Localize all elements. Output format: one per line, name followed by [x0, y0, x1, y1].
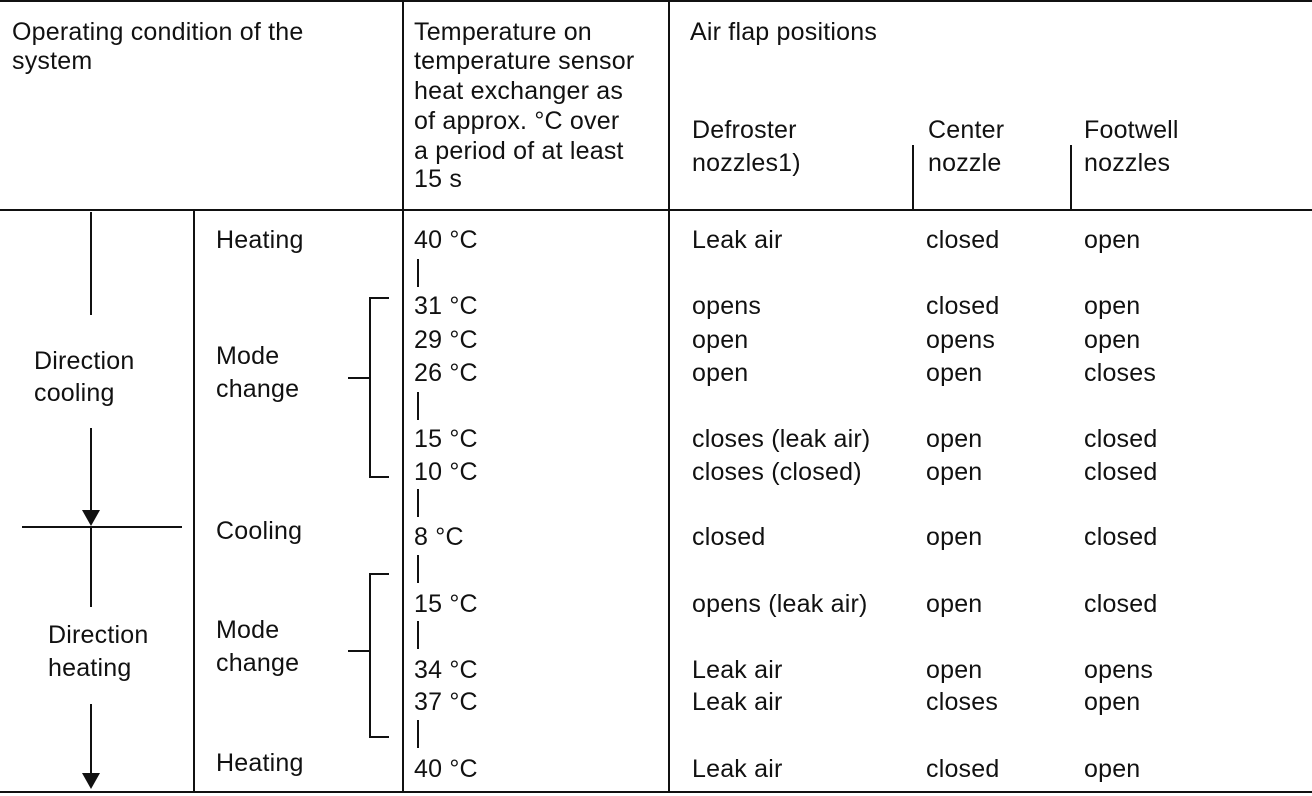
column-divider-condition: [402, 0, 404, 793]
header-footwell-line-1: Footwell: [1084, 116, 1179, 144]
mode-change-1-bracket-top: [369, 297, 389, 299]
direction-heating-line-2: heating: [48, 654, 132, 682]
row-footwell: open: [1084, 292, 1141, 320]
row-defroster: closes (leak air): [692, 425, 871, 453]
header-temperature-line-5: a period of at least: [414, 137, 624, 165]
row-defroster: opens (leak air): [692, 590, 868, 618]
subheader-divider-footwell: [1070, 145, 1072, 209]
mode-change-1-bracket-spine: [369, 297, 371, 477]
direction-cooling-line-lower: [90, 428, 92, 512]
header-center-line-2: nozzle: [928, 149, 1002, 177]
direction-heating-arrow-icon: [82, 773, 100, 789]
mode-change-2-line-2: change: [216, 649, 300, 677]
row-temperature: 29 °C: [414, 326, 478, 354]
header-air-flap-positions: Air flap positions: [690, 18, 878, 46]
row-center: closed: [926, 755, 1000, 783]
row-footwell: open: [1084, 688, 1141, 716]
row-footwell: closed: [1084, 523, 1158, 551]
row-footwell: closes: [1084, 359, 1157, 387]
mode-change-1-line-1: Mode: [216, 342, 280, 370]
mode-change-2-line-1: Mode: [216, 616, 280, 644]
row-temperature: 10 °C: [414, 458, 478, 486]
row-defroster: opens: [692, 292, 762, 320]
mode-heating-top: Heating: [216, 226, 304, 254]
mode-change-1-bracket-bottom: [369, 476, 389, 478]
header-temperature-line-2: temperature sensor: [414, 47, 635, 75]
temp-tick: [417, 555, 419, 583]
row-defroster: Leak air: [692, 226, 783, 254]
mode-change-1-line-2: change: [216, 375, 300, 403]
header-footwell-line-2: nozzles: [1084, 149, 1171, 177]
header-defroster-line-2: nozzles1): [692, 149, 801, 177]
header-bottom-rule: [0, 209, 1312, 211]
header-defroster-line-1: Defroster: [692, 116, 797, 144]
row-defroster: closes (closed): [692, 458, 862, 486]
table-bottom-rule: [0, 791, 1312, 793]
row-center: open: [926, 458, 983, 486]
direction-cooling-line-1: Direction: [34, 347, 135, 375]
header-temperature-line-3: heat exchanger as: [414, 77, 624, 105]
header-temperature-line-6: 15 s: [414, 165, 463, 193]
direction-cooling-line-upper: [90, 212, 92, 315]
mode-change-2-bracket-bottom: [369, 736, 389, 738]
mode-cooling: Cooling: [216, 517, 303, 545]
row-center: open: [926, 656, 983, 684]
row-footwell: closed: [1084, 425, 1158, 453]
row-temperature: 40 °C: [414, 755, 478, 783]
row-temperature: 34 °C: [414, 656, 478, 684]
table-top-rule: [0, 0, 1312, 2]
temp-tick: [417, 720, 419, 748]
row-footwell: opens: [1084, 656, 1154, 684]
direction-cooling-line-2: cooling: [34, 379, 115, 407]
row-temperature: 40 °C: [414, 226, 478, 254]
row-footwell: closed: [1084, 590, 1158, 618]
header-temperature-line-4: of approx. °C over: [414, 107, 620, 135]
subheader-divider-center: [912, 145, 914, 209]
header-temperature-line-1: Temperature on: [414, 18, 592, 46]
direction-heating-line-1: Direction: [48, 621, 149, 649]
row-footwell: open: [1084, 326, 1141, 354]
direction-heating-line-upper: [90, 527, 92, 607]
row-temperature: 37 °C: [414, 688, 478, 716]
row-defroster: Leak air: [692, 656, 783, 684]
row-footwell: closed: [1084, 458, 1158, 486]
row-defroster: closed: [692, 523, 766, 551]
row-temperature: 31 °C: [414, 292, 478, 320]
row-center: open: [926, 590, 983, 618]
row-center: open: [926, 523, 983, 551]
row-center: open: [926, 425, 983, 453]
direction-cooling-arrow-icon: [82, 510, 100, 526]
row-temperature: 15 °C: [414, 425, 478, 453]
row-footwell: open: [1084, 226, 1141, 254]
mode-change-2-bracket-tick: [348, 650, 370, 652]
mode-change-2-bracket-spine: [369, 573, 371, 737]
row-temperature: 15 °C: [414, 590, 478, 618]
temp-tick: [417, 489, 419, 517]
header-center-line-1: Center: [928, 116, 1005, 144]
row-center: opens: [926, 326, 996, 354]
row-center: closed: [926, 226, 1000, 254]
row-defroster: open: [692, 359, 749, 387]
mode-change-2-bracket-top: [369, 573, 389, 575]
row-center: closed: [926, 292, 1000, 320]
temp-tick: [417, 259, 419, 287]
row-center: open: [926, 359, 983, 387]
row-defroster: open: [692, 326, 749, 354]
row-temperature: 26 °C: [414, 359, 478, 387]
temp-tick: [417, 621, 419, 649]
cooling-divider: [22, 526, 182, 528]
mode-change-1-bracket-tick: [348, 377, 370, 379]
mode-heating-bottom: Heating: [216, 749, 304, 777]
row-temperature: 8 °C: [414, 523, 464, 551]
column-divider-temperature: [668, 0, 670, 793]
direction-heating-line-lower: [90, 704, 92, 774]
header-operating-condition-line-1: Operating condition of the: [12, 18, 304, 46]
row-center: closes: [926, 688, 999, 716]
row-defroster: Leak air: [692, 755, 783, 783]
row-defroster: Leak air: [692, 688, 783, 716]
row-footwell: open: [1084, 755, 1141, 783]
column-divider-direction: [193, 210, 195, 793]
header-operating-condition-line-2: system: [12, 47, 93, 75]
temp-tick: [417, 392, 419, 420]
